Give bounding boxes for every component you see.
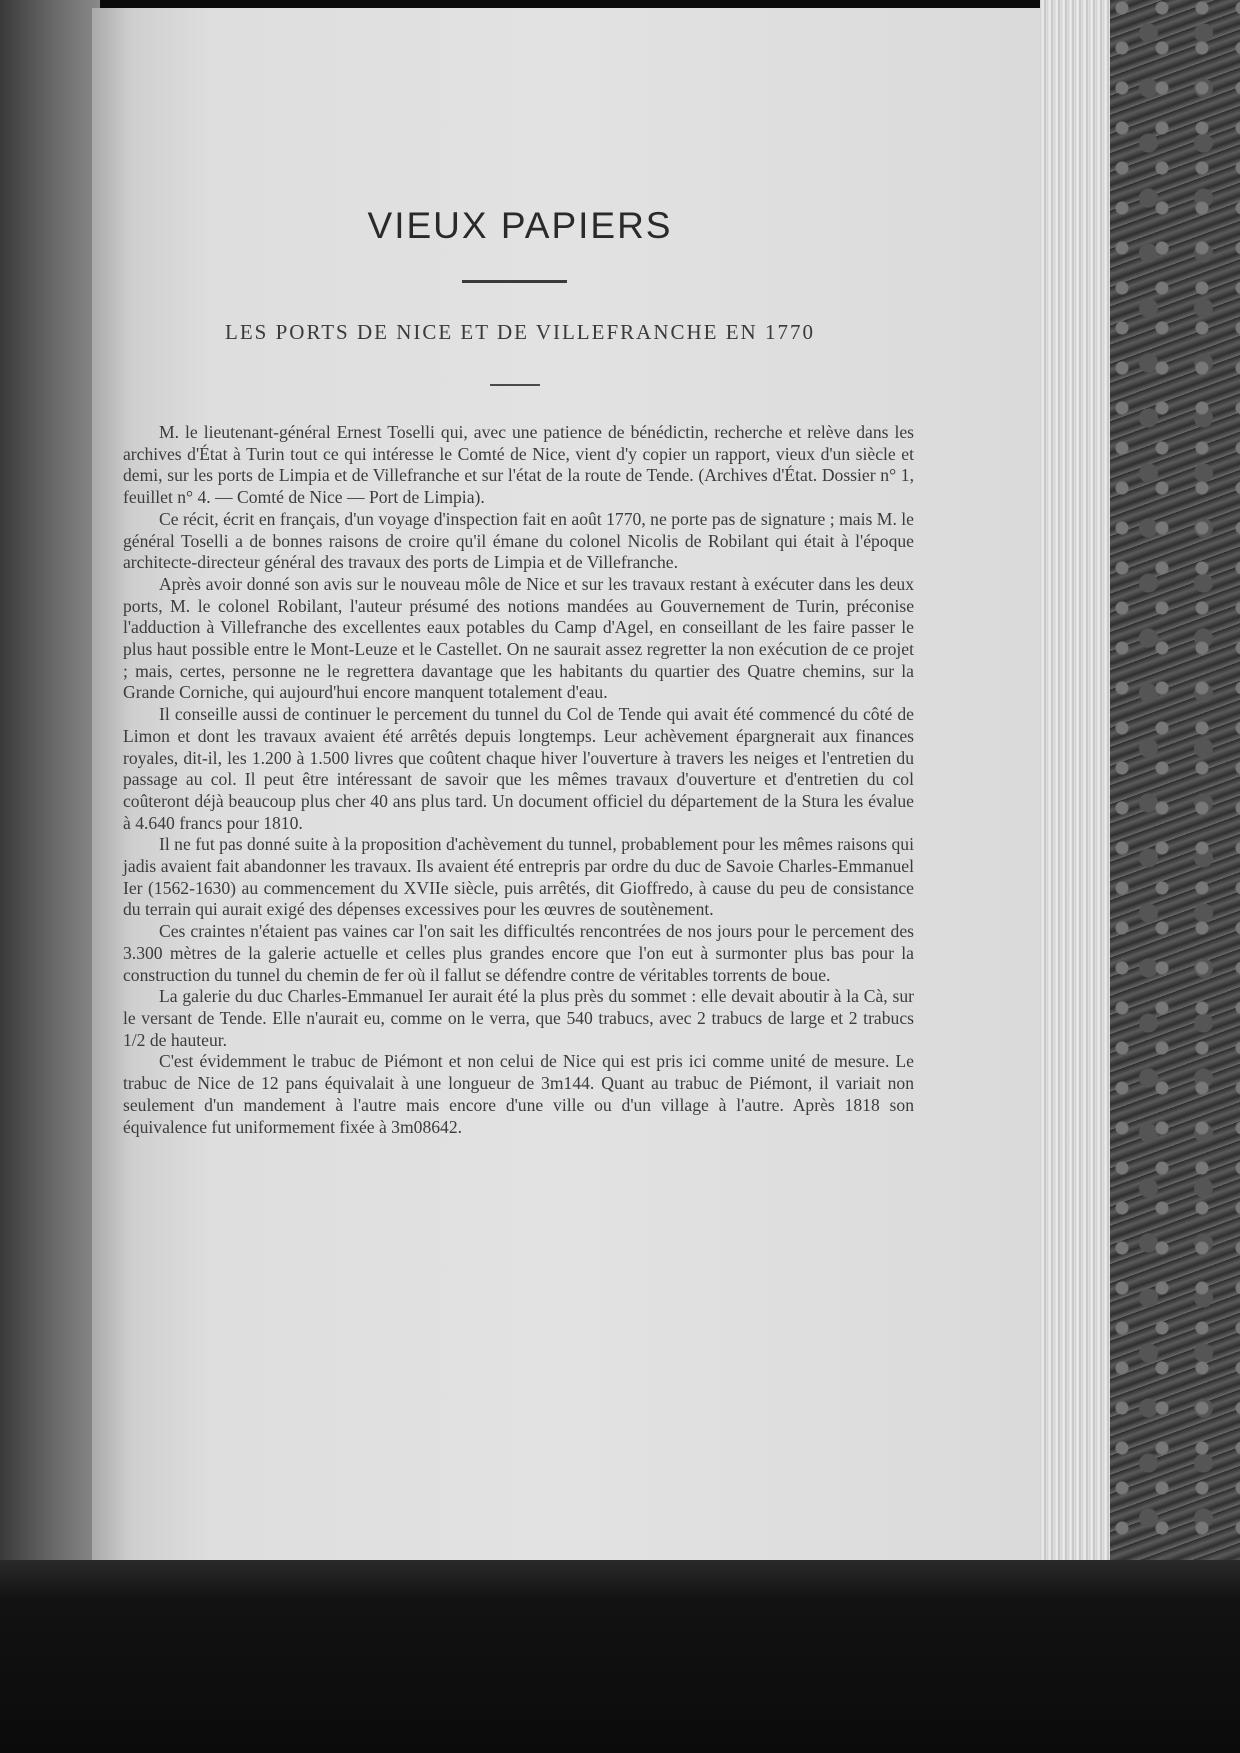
subtitle-rule [490,384,540,386]
paragraph: Après avoir donné son avis sur le nouveau môle de Nice et sur les travaux restant à exécuter dans les deux ports, M. le colonel Robilant, l'auteur présumé des notions mandées au Gouvernement de Turin, préconise l'adduction à Villefranche des excellentes eaux potables du Camp d'Agel, en conseillant de les faire passer le plus haut possible entre le Mont-Leuze et le Castellet. On ne saurait assez regretter la non exécution de ce projet ; mais, certes, personne ne le regrettera davantage que les habitants du quartier des Quatre chemins, sur la Grande Corniche, qui aujourd'hui encore manquent totalement d'eau. [123,573,914,703]
paragraph: Il conseille aussi de continuer le percement du tunnel du Col de Tende qui avait été commencé du côté de Limon et dont les travaux avaient été arrêtés depuis longtemps. Leur achèvement épargnerait aux finances royales, dit-il, les 1.200 à 1.500 livres que coûtent chaque hiver l'ouverture à travers les neiges et l'entretien du passage au col. Il peut être intéressant de savoir que les mêmes travaux d'ouverture et d'entretien du col coûteront déjà beaucoup plus cher 40 ans plus tard. Un document officiel du département de la Stura les évalue à 4.640 francs pour 1810. [123,704,914,833]
page-edges [1040,0,1110,1585]
paragraph: C'est évidemment le trabuc de Piémont et non celui de Nice qui est pris ici comme unité de mesure. Le trabuc de Nice de 12 pans équivalait à une longueur de 3m144. Quant au trabuc de Piémont, il variait non seulement d'un mandement à l'autre mais encore d'une ville ou d'un village à l'autre. Après 1818 son équivalence fut uniformement fixée à 3m08642. [123,1051,914,1137]
scan-shadow [0,1560,1240,1753]
title-rule [462,280,567,283]
page-title: VIEUX PAPIERS [367,205,673,246]
article-body [123,422,914,1138]
article-subtitle: LES PORTS DE NICE ET DE VILLEFRANCHE EN 1770 [225,320,815,344]
paragraph: La galerie du duc Charles-Emmanuel Ier aurait été la plus près du sommet : elle devait aboutir à la Cà, sur le versant de Tende. Elle n'aurait eu, comme on le verra, que 540 trabucs, avec 2 trabucs de large et 2 trabucs 1/2 de hauteur. [123,986,914,1050]
marbled-cover [1110,0,1240,1600]
paragraph: M. le lieutenant-général Ernest Toselli qui, avec une patience de bénédictin, recherche et relève dans les archives d'État à Turin tout ce qui intéresse le Comté de Nice, vient d'y copier un rapport, vieux d'un siècle et demi, sur les ports de Limpia et de Villefranche et sur l'état de la route de Tende. (Archives d'État. Dossier n° 1, feuillet n° 4. — Comté de Nice — Port de Limpia). [123,422,914,508]
paragraph: Ce récit, écrit en français, d'un voyage d'inspection fait en août 1770, ne porte pas de signature ; mais M. le général Toselli a de bonnes raisons de croire qu'il émane du colonel Nicolis de Robilant qui était à l'époque architecte-directeur général des travaux des ports de Limpia et de Villefranche. [123,508,914,573]
paragraph: Ces craintes n'étaient pas vaines car l'on sait les difficultés rencontrées de nos jours pour le percement des 3.300 mètres de la galerie actuelle et celles plus grandes encore que l'on eut à surmonter plus bas pour la construction du tunnel du chemin de fer où il fallut se défendre contre de véritables torrents de boue. [123,921,914,985]
paragraph: Il ne fut pas donné suite à la proposition d'achèvement du tunnel, probablement pour les mêmes raisons qui jadis avaient fait abandonner les travaux. Ils avaient été entrepris par ordre du duc de Savoie Charles-Emmanuel Ier (1562-1630) au commencement du XVIIe siècle, puis arrêtés, dit Gioffredo, à cause du peu de consistance du terrain qui aurait exigé des dépenses excessives pour les œuvres de soutènement. [123,834,914,920]
